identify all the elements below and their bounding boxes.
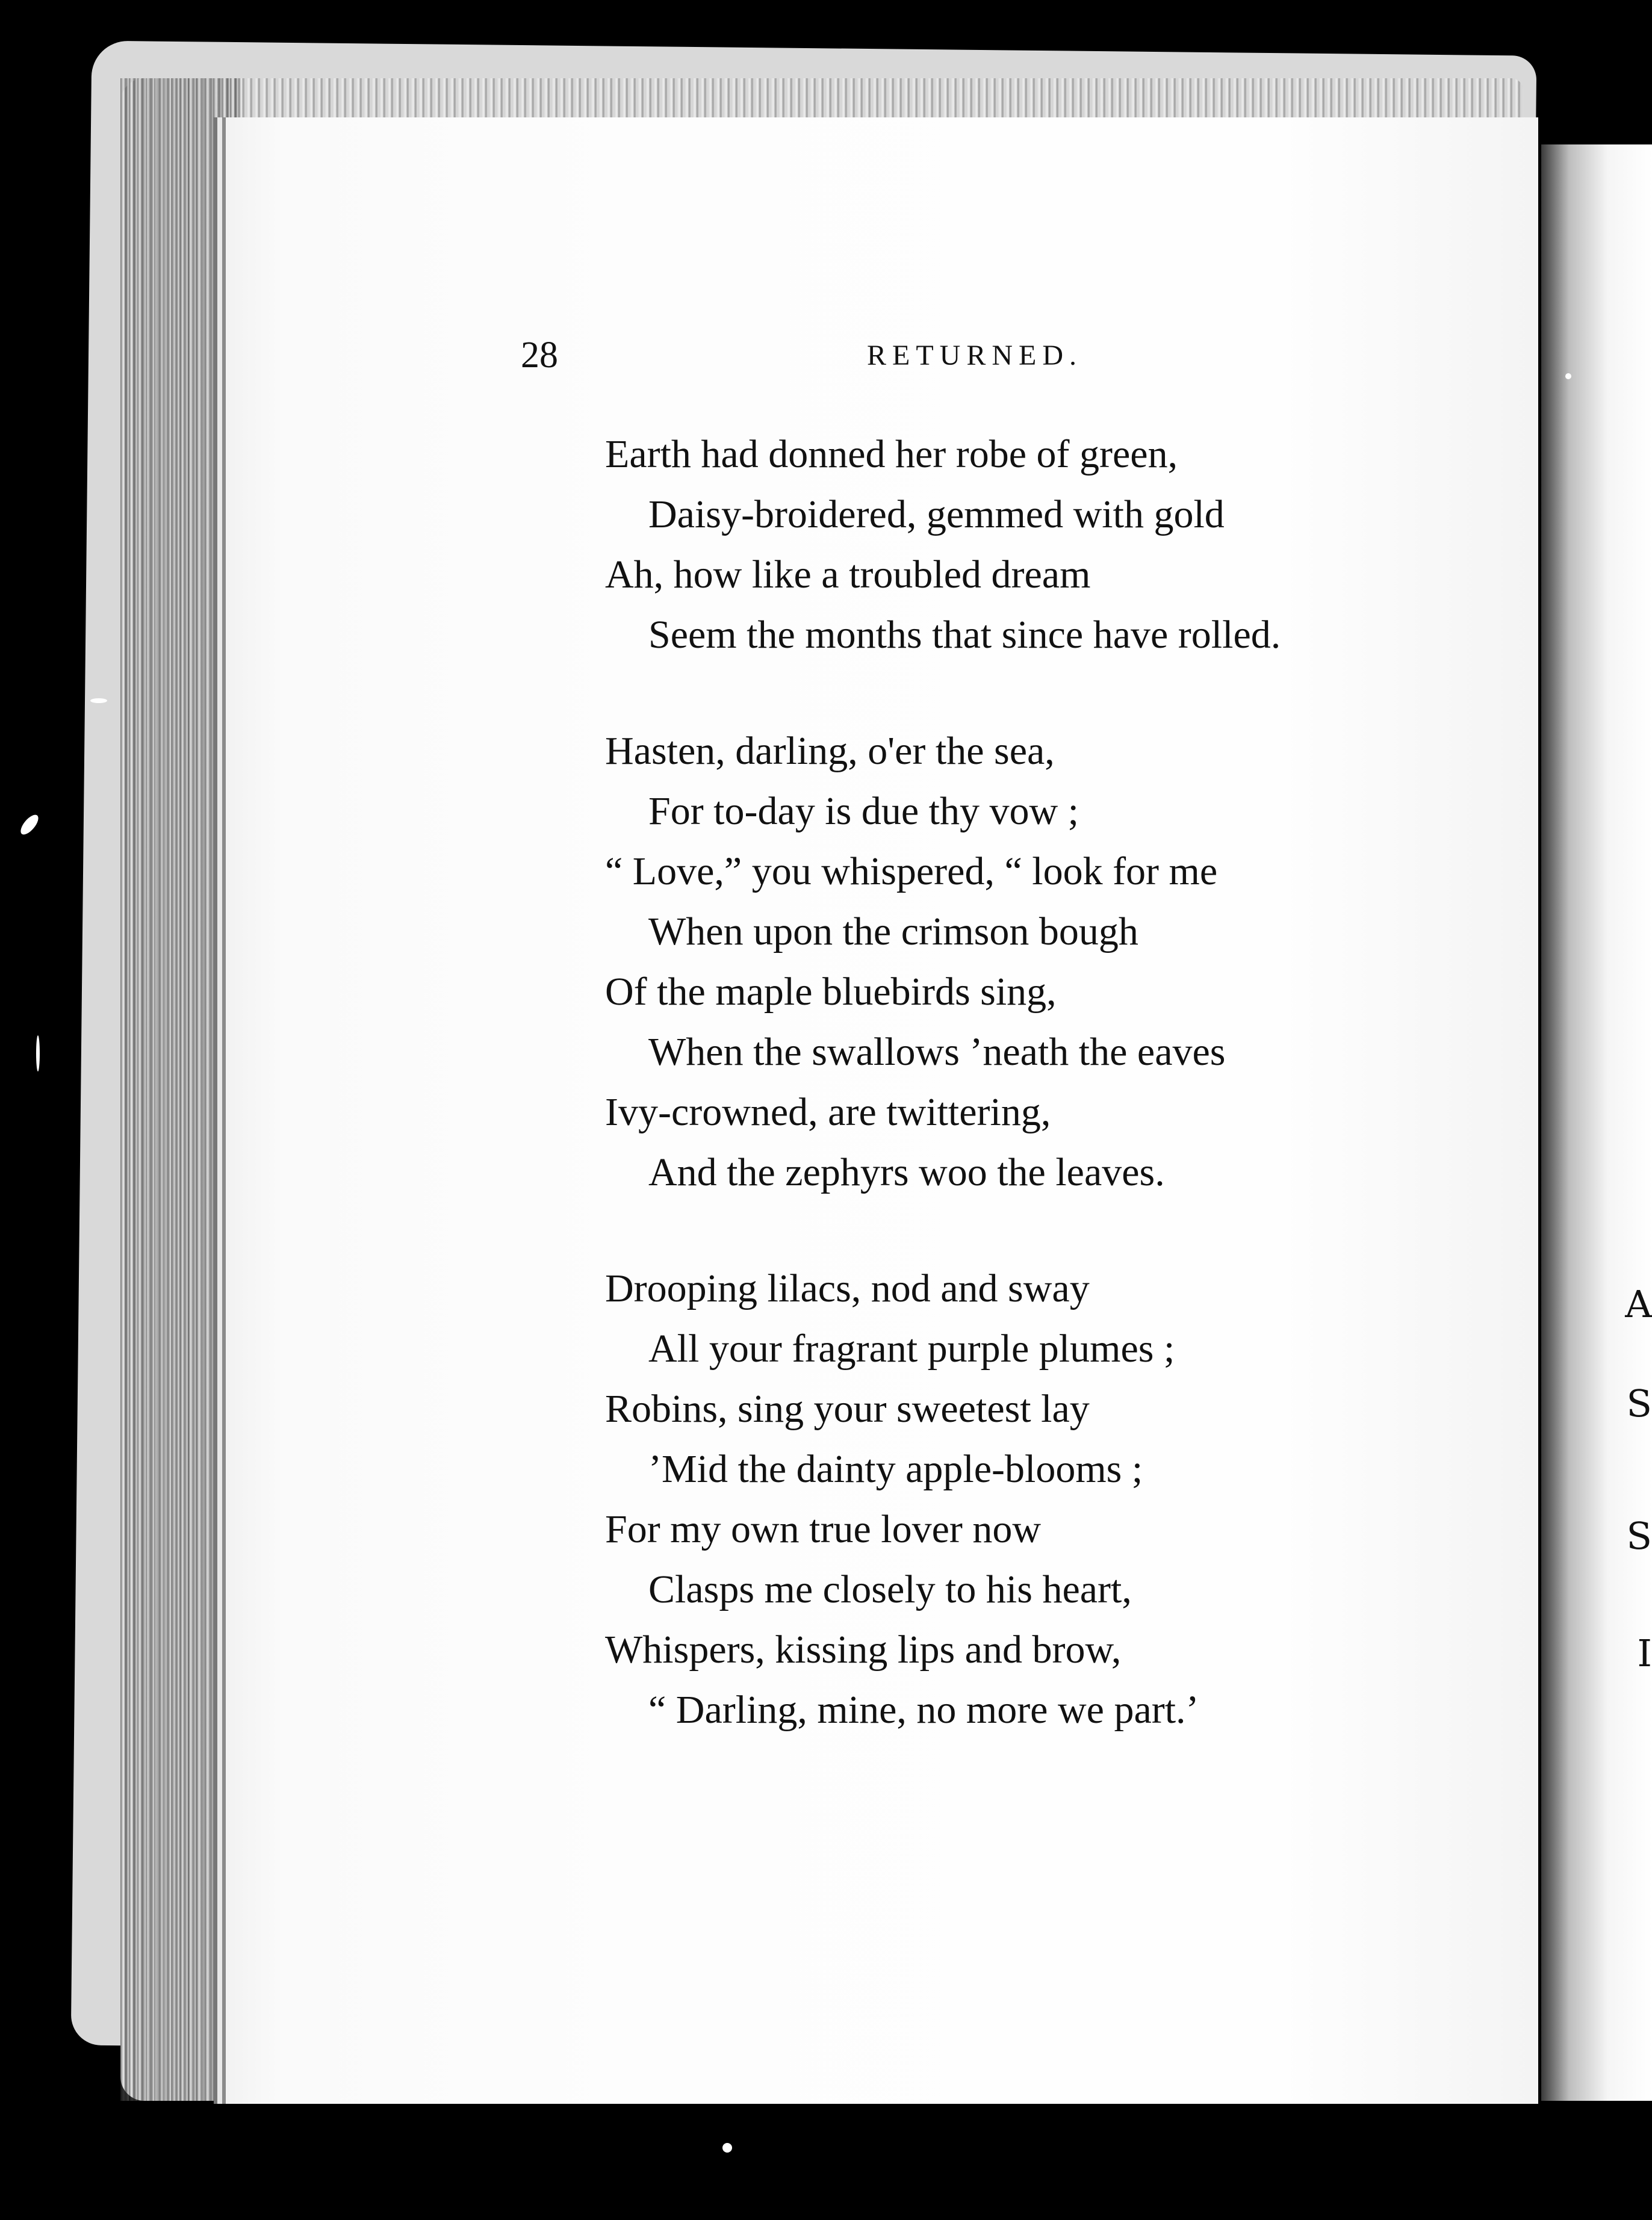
poem-line: Clasps me closely to his heart, [648,1567,1132,1611]
facing-page [1541,144,1652,2101]
facing-page-glyphs [1541,144,1652,2101]
poem-line: For to-day is due thy vow ; [648,789,1079,833]
poem-line: Ah, how like a troubled dream [605,553,1091,597]
poem-line: Ivy-crowned, are twittering, [605,1090,1051,1134]
poem-line: When the swallows ’neath the eaves [648,1030,1226,1074]
facing-glyph: S [1626,1381,1652,1425]
poem-line: Earth had donned her robe of green, [605,432,1178,476]
scan-speck [36,1035,40,1071]
stanza [605,1259,1448,1740]
poem-line: When upon the crimson bough [648,910,1138,953]
poem-line: All your fragrant purple plumes ; [648,1327,1175,1371]
facing-glyph: S [1626,1514,1652,1558]
poem-line: Of the maple bluebirds sing, [605,970,1057,1014]
scan-speck [17,812,42,837]
scan-speck [90,698,107,703]
poem [605,424,1448,1796]
poem-line: Seem the months that since have rolled. [648,613,1281,657]
scan-speck [1565,373,1571,379]
poem-line: For my own true lover now [605,1507,1042,1551]
poem-line: ’Mid the dainty apple-blooms ; [648,1447,1143,1491]
scan-speck [722,2143,732,2153]
facing-glyph: I [1637,1631,1652,1675]
running-title: RETURNED. [867,340,1082,371]
page-number: 28 [521,335,558,376]
poem-line: “ Darling, mine, no more we part.’ [648,1688,1199,1732]
facing-glyph: A [1625,1282,1652,1326]
poem-line: Drooping lilacs, nod and sway [605,1267,1090,1310]
poem-line: And the zephyrs woo the leaves. [648,1150,1165,1194]
running-head [521,334,1183,382]
poem-line: Daisy-broidered, gemmed with gold [648,492,1225,536]
poem-line: Hasten, darling, o'er the sea, [605,729,1055,773]
stanza [605,424,1448,665]
stanza [605,721,1448,1203]
poem-line: Robins, sing your sweetest lay [605,1387,1090,1431]
poem-line: Whispers, kissing lips and brow, [605,1628,1122,1672]
poem-line: “ Love,” you whispered, “ look for me [605,849,1218,893]
